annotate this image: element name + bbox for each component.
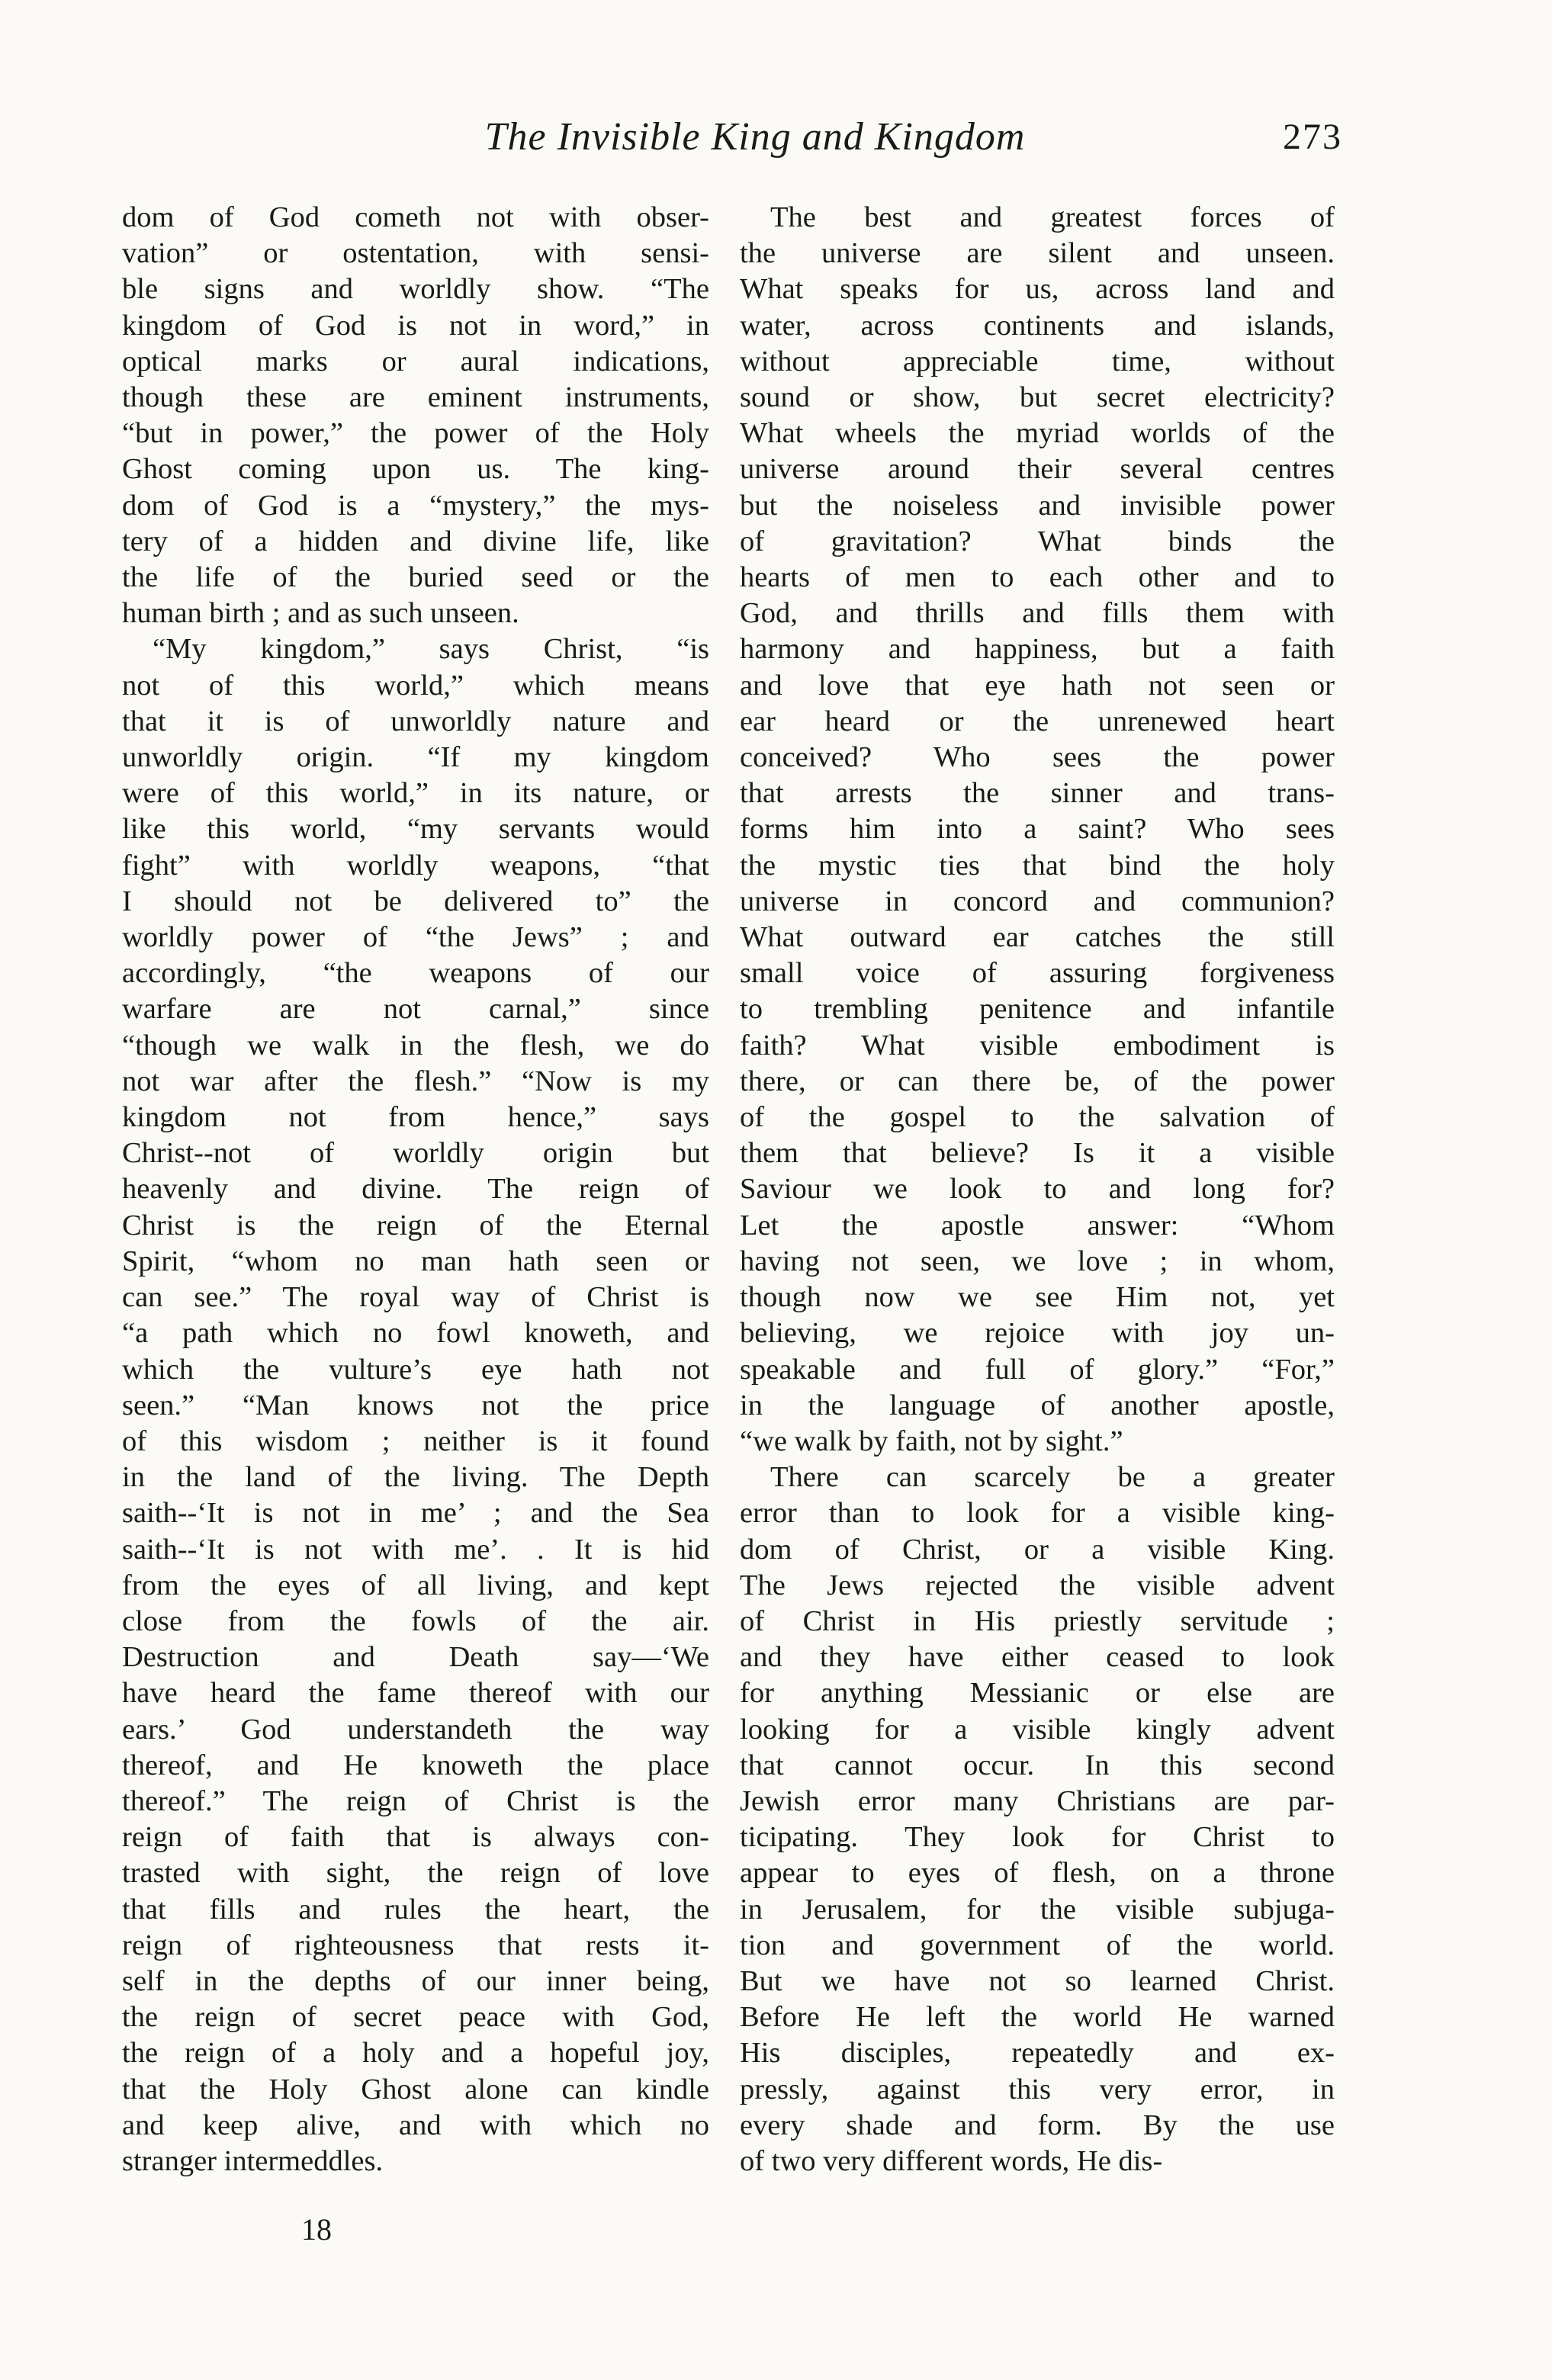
text-line: universe around their several centres: [740, 453, 1335, 486]
text-line: not of this world,” which means: [122, 669, 709, 702]
text-line: hearts of men to each other and to: [740, 561, 1335, 594]
text-line: Jewish error many Christians are par-: [740, 1784, 1335, 1817]
text-line: ears.’ God understandeth the way: [122, 1713, 709, 1746]
text-line: reign of righteousness that rests it-: [122, 1929, 709, 1961]
text-line: that fills and rules the heart, the: [122, 1893, 709, 1926]
text-line: unworldly origin. “If my kingdom: [122, 741, 709, 774]
text-line: in the land of the living. The Depth: [122, 1461, 709, 1494]
text-line: What wheels the myriad worlds of the: [740, 417, 1335, 450]
text-line: Christ--not of worldly origin but: [122, 1137, 709, 1170]
text-line: from the eyes of all living, and kept: [122, 1569, 709, 1601]
text-line: speakable and full of glory.” “For,”: [740, 1353, 1335, 1386]
text-line: the universe are silent and unseen.: [740, 237, 1335, 270]
text-line: vation” or ostentation, with sensi-: [122, 237, 709, 270]
text-line: sound or show, but secret electricity?: [740, 381, 1335, 414]
text-line: optical marks or aural indications,: [122, 345, 709, 377]
text-line: tery of a hidden and divine life, like: [122, 525, 709, 557]
text-line: universe in concord and communion?: [740, 885, 1335, 917]
text-line: trasted with sight, the reign of love: [122, 1857, 709, 1890]
text-line: of two very different words, He dis-: [740, 2144, 1163, 2177]
text-line: “we walk by faith, not by sight.”: [740, 1424, 1123, 1457]
text-line: conceived? Who sees the power: [740, 741, 1335, 774]
text-line: but the noiseless and invisible power: [740, 489, 1335, 522]
text-line: dom of God is a “mystery,” the mys-: [122, 489, 709, 522]
text-line: human birth ; and as such unseen.: [122, 597, 519, 630]
signature-mark: 18: [301, 2212, 332, 2247]
text-line: and keep alive, and with which no: [122, 2109, 709, 2141]
text-line: though these are eminent instruments,: [122, 381, 709, 414]
text-line: water, across continents and islands,: [740, 309, 1335, 342]
text-line: Let the apostle answer: “Whom: [740, 1209, 1335, 1241]
text-line: Ghost coming upon us. The king-: [122, 453, 709, 486]
text-line: small voice of assuring forgiveness: [740, 957, 1335, 990]
text-line: God, and thrills and fills them with: [740, 597, 1335, 630]
text-line: saith--‘It is not in me’ ; and the Sea: [122, 1497, 709, 1530]
text-line: stranger intermeddles.: [122, 2144, 384, 2177]
text-line: without appreciable time, without: [740, 345, 1335, 377]
text-line: there, or can there be, of the power: [740, 1065, 1335, 1097]
running-title: The Invisible King and Kingdom: [484, 115, 1026, 159]
text-line: to trembling penitence and infantile: [740, 993, 1335, 1026]
text-line: the reign of a holy and a hopeful joy,: [122, 2037, 709, 2070]
text-line: accordingly, “the weapons of our: [122, 957, 709, 990]
text-line: that it is of unworldly nature and: [122, 705, 709, 737]
text-line: seen.” “Man knows not the price: [122, 1389, 709, 1421]
text-line: like this world, “my servants would: [122, 813, 709, 846]
text-line: There can scarcely be a greater: [770, 1461, 1335, 1494]
text-line: thereof.” The reign of Christ is the: [122, 1784, 709, 1817]
text-line: fight” with worldly weapons, “that: [122, 849, 709, 882]
text-line: “My kingdom,” says Christ, “is: [153, 633, 709, 666]
text-line: close from the fowls of the air.: [122, 1604, 709, 1637]
text-line: looking for a visible kingly advent: [740, 1713, 1335, 1746]
text-line: Spirit, “whom no man hath seen or: [122, 1245, 709, 1277]
text-line: were of this world,” in its nature, or: [122, 777, 709, 810]
running-head: [122, 114, 1342, 168]
text-line: “though we walk in the flesh, we do: [122, 1029, 709, 1062]
text-line: and they have either ceased to look: [740, 1641, 1335, 1674]
text-line: of the gospel to the salvation of: [740, 1101, 1335, 1134]
text-line: dom of God cometh not with obser-: [122, 201, 709, 233]
text-line: in the language of another apostle,: [740, 1389, 1335, 1421]
text-line: have heard the fame thereof with our: [122, 1677, 709, 1710]
text-line: ear heard or the unrenewed heart: [740, 705, 1335, 737]
text-line: of this wisdom ; neither is it found: [122, 1424, 709, 1457]
text-line: I should not be delivered to” the: [122, 885, 709, 917]
text-line: ticipating. They look for Christ to: [740, 1821, 1335, 1854]
text-line: warfare are not carnal,” since: [122, 993, 709, 1026]
text-line: His disciples, repeatedly and ex-: [740, 2037, 1335, 2070]
text-line: What speaks for us, across land and: [740, 273, 1335, 306]
text-line: though now we see Him not, yet: [740, 1281, 1335, 1314]
text-line: Before He left the world He warned: [740, 2001, 1335, 2034]
text-line: that cannot occur. In this second: [740, 1749, 1335, 1781]
text-line: the reign of secret peace with God,: [122, 2001, 709, 2034]
text-line: The best and greatest forces of: [770, 201, 1335, 233]
text-line: kingdom not from hence,” says: [122, 1101, 709, 1134]
text-line: of gravitation? What binds the: [740, 525, 1335, 557]
text-line: saith--‘It is not with me’. . It is hid: [122, 1533, 709, 1566]
text-line: appear to eyes of flesh, on a throne: [740, 1857, 1335, 1890]
text-line: reign of faith that is always con-: [122, 1821, 709, 1854]
text-line: “a path which no fowl knoweth, and: [122, 1317, 709, 1350]
text-line: in Jerusalem, for the visible subjuga-: [740, 1893, 1335, 1926]
text-line: can see.” The royal way of Christ is: [122, 1281, 709, 1314]
text-line: harmony and happiness, but a faith: [740, 633, 1335, 666]
text-line: Destruction and Death say—‘We: [122, 1641, 709, 1674]
text-line: believing, we rejoice with joy un-: [740, 1317, 1335, 1350]
text-line: for anything Messianic or else are: [740, 1677, 1335, 1710]
text-line: But we have not so learned Christ.: [740, 1964, 1335, 1997]
text-line: pressly, against this very error, in: [740, 2073, 1335, 2105]
text-line: faith? What visible embodiment is: [740, 1029, 1335, 1062]
text-line: that arrests the sinner and trans-: [740, 777, 1335, 810]
text-line: worldly power of “the Jews” ; and: [122, 921, 709, 954]
page-number: 273: [1283, 117, 1342, 157]
text-line: the mystic ties that bind the holy: [740, 849, 1335, 882]
text-line: them that believe? Is it a visible: [740, 1137, 1335, 1170]
text-line: kingdom of God is not in word,” in: [122, 309, 709, 342]
text-line: the life of the buried seed or the: [122, 561, 709, 594]
text-line: error than to look for a visible king-: [740, 1497, 1335, 1530]
left-column: [122, 200, 709, 2179]
text-line: thereof, and He knoweth the place: [122, 1749, 709, 1781]
text-line: Christ is the reign of the Eternal: [122, 1209, 709, 1241]
right-column: [740, 200, 1335, 2179]
text-line: every shade and form. By the use: [740, 2109, 1335, 2141]
text-line: and love that eye hath not seen or: [740, 669, 1335, 702]
text-line: “but in power,” the power of the Holy: [122, 417, 709, 450]
text-line: dom of Christ, or a visible King.: [740, 1533, 1335, 1566]
text-line: tion and government of the world.: [740, 1929, 1335, 1961]
text-line: not war after the flesh.” “Now is my: [122, 1065, 709, 1097]
text-line: forms him into a saint? Who sees: [740, 813, 1335, 846]
text-line: having not seen, we love ; in whom,: [740, 1245, 1335, 1277]
text-line: heavenly and divine. The reign of: [122, 1173, 709, 1206]
text-line: What outward ear catches the still: [740, 921, 1335, 954]
text-line: self in the depths of our inner being,: [122, 1964, 709, 1997]
text-line: The Jews rejected the visible advent: [740, 1569, 1335, 1601]
text-line: of Christ in His priestly servitude ;: [740, 1604, 1335, 1637]
text-line: Saviour we look to and long for?: [740, 1173, 1335, 1206]
text-line: that the Holy Ghost alone can kindle: [122, 2073, 709, 2105]
text-line: ble signs and worldly show. “The: [122, 273, 709, 306]
text-line: which the vulture’s eye hath not: [122, 1353, 709, 1386]
